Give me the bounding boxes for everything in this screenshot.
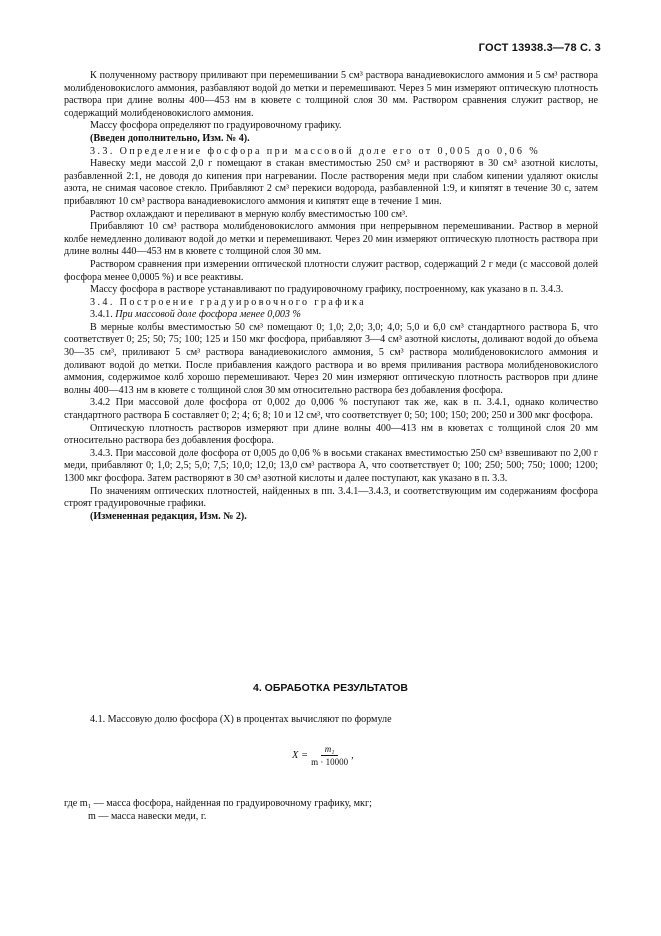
definition-line: m — масса навески меди, г. [88, 811, 207, 822]
paragraph: 4.1. Массовую долю фосфора (X) в процентах вычисляют по формуле [90, 714, 392, 725]
subsection-heading: 3.3. Определение фосфора при массовой доле его от 0,005 до 0,06 % [90, 145, 541, 157]
paragraph: 3.4.3. При массовой доле фосфора от 0,005 до 0,06 % в восьми стаканах вместимостью 250 см³ взвешивают по 2,00 г меди, прибавляют 0; 1,0; 2,5; 5,0; 7,5; 10,0; 12,0; 13,0 см³ раствора А, что соответствует 0; 100; 250; 500; 750; 1000; 1200; 1300 мкг фосфора. Затем растворяют в 30 см³ азотной кислоты и далее поступают, как указано в п. 3.3. [64, 447, 598, 484]
formula-lhs: X = [292, 750, 309, 761]
paragraph: Раствор охлаждают и переливают в мерную колбу вместимостью 100 см³. [90, 208, 408, 220]
clause-title: При массовой доле фосфора менее 0,003 % [115, 309, 301, 321]
paragraph: Навеску меди массой 2,0 г помещают в стакан вместимостью 250 см³ и растворяют в 30 см³ азотной кислоты, разбавленной 2:1, не доводя до кипения при нагревании. После растворения меди при слабом кипении удаляют окислы азота, не снимая часовое стекло. Прибавляют 2 см³ перекиси водорода, разбавленной 1:9, и кипятят в течение 30 с, затем прибавляют 10 см³ раствора ванадиевокислого аммония и кипятят еще в течение 1 мин. [64, 158, 598, 207]
paragraph: Массу фосфора определяют по градуировочному графику. [90, 120, 342, 132]
formula-fraction [311, 744, 348, 767]
amendment-note: (Измененная редакция, Изм. № 2). [90, 510, 247, 522]
variable-definitions [64, 797, 372, 823]
definition-line: где m₁ — масса фосфора, найденная по градуировочному графику, мкг; [64, 798, 372, 809]
paragraph: В мерные колбы вместимостью 50 см³ помещают 0; 1,0; 2,0; 3,0; 4,0; 5,0 и 6,0 см³ стандартного раствора Б, что соответствует 0; 25; 50; 75; 100; 125 и 150 мкг фосфора, прибавляют 3—4 см³ азотной кислоты, доливают водой до объема 30—35 см³, приливают 5 см³ раствора ванадиевокислого аммония, 5 см³ раствора молибденовокислого аммония и доливают водой до метки. После прибавления каждого раствора и во время приливания раствора молибденовокислого аммония, содержимое колб хорошо перемешивают. Через 20 мин измеряют оптическую плотность растворов при длине волны 400—413 нм в кювете с толщиной слоя 30 мм относительно раствора без добавления фосфора. [64, 321, 598, 396]
paragraph: К полученному раствору приливают при перемешивании 5 см³ раствора ванадиевокислого аммония и 5 см³ раствора молибденовокислого аммония, разбавляют водой до метки и перемешивают. Через 5 мин измеряют оптическую плотность раствора при длине волны 400—453 нм в кювете с толщиной слоя 30 мм. Раствором сравнения служит раствор, не содержащий молибденовокислого аммония. [64, 70, 598, 119]
paragraph: По значениям оптических плотностей, найденных в пп. 3.4.1—3.4.3, и соответствующим им содержаниям фосфора строят градуировочные графики. [64, 485, 598, 510]
section-title: 4. ОБРАБОТКА РЕЗУЛЬТАТОВ [253, 682, 408, 694]
clause-heading [64, 309, 598, 322]
document-body [64, 70, 598, 523]
formula [292, 744, 354, 767]
formula-tail: , [351, 750, 354, 761]
subsection-heading: 3.4. Построение градуировочного графика [90, 296, 367, 308]
paragraph: 3.4.2 При массовой доле фосфора от 0,002 до 0,006 % поступают так же, как в п. 3.4.1, однако количество стандартного раствора Б составляет 0; 2; 4; 6; 8; 10 и 12 см³, что соответствует 0; 50; 100; 150; 200; 250 и 300 мкг фосфора. [64, 397, 598, 422]
formula-numerator: m₁ [321, 744, 339, 756]
page-header: ГОСТ 13938.3—78 С. 3 [478, 42, 601, 54]
clause-number: 3.4.1. [90, 309, 113, 321]
amendment-note: (Введен дополнительно, Изм. № 4). [90, 132, 250, 144]
formula-denominator: m · 10000 [311, 757, 349, 767]
paragraph: Массу фосфора в растворе устанавливают по градуировочному графику, построенному, как указано в п. 3.4.3. [90, 284, 564, 296]
paragraph: Прибавляют 10 см³ раствора молибденовокислого аммония при непрерывном перемешивании. Раствор в мерной колбе немедленно доливают водой до метки и перемешивают. Через 20 мин измеряют оптическую плотность раствора при длине волны 440—453 нм в кювете с толщиной слоя 30 мм. [64, 221, 598, 258]
paragraph: Раствором сравнения при измерении оптической плотности служит раствор, содержащий 2 г меди (с массовой долей фосфора менее 0,0005 %) и все реактивы. [64, 258, 598, 283]
paragraph: Оптическую плотность растворов измеряют при длине волны 400—413 нм в кюветах с толщиной слоя 20 мм относительно раствора без добавления фосфора. [64, 422, 598, 447]
